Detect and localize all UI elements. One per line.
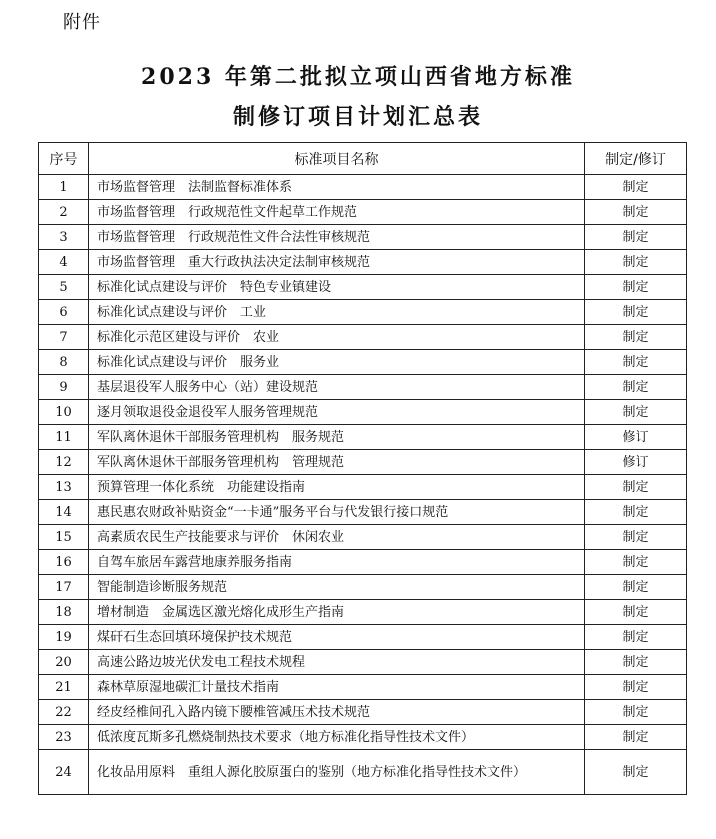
row-index: 14 (39, 500, 89, 525)
row-index: 15 (39, 525, 89, 550)
row-type: 制定 (585, 300, 687, 325)
table-row (39, 475, 687, 500)
row-type: 制定 (585, 575, 687, 600)
row-standard-name: 化妆品用原料 重组人源化胶原蛋白的鉴别（地方标准化指导性技术文件） (89, 750, 585, 795)
table-row (39, 200, 687, 225)
table-body (39, 175, 687, 795)
row-index: 13 (39, 475, 89, 500)
document-title-line-2: 制修订项目计划汇总表 (232, 104, 483, 130)
row-type: 制定 (585, 225, 687, 250)
header-index: 序号 (39, 143, 89, 175)
table-row (39, 600, 687, 625)
row-standard-name: 森林草原湿地碳汇计量技术指南 (89, 675, 585, 700)
table-row (39, 675, 687, 700)
row-type: 制定 (585, 700, 687, 725)
table-row (39, 625, 687, 650)
row-standard-name: 标准化试点建设与评价 特色专业镇建设 (89, 275, 585, 300)
row-standard-name: 标准化试点建设与评价 服务业 (89, 350, 585, 375)
row-index: 10 (39, 400, 89, 425)
row-type: 制定 (585, 350, 687, 375)
table-row (39, 225, 687, 250)
row-standard-name: 基层退役军人服务中心（站）建设规范 (89, 375, 585, 400)
row-type: 制定 (585, 250, 687, 275)
row-index: 20 (39, 650, 89, 675)
table-row (39, 250, 687, 275)
table-row (39, 275, 687, 300)
row-index: 22 (39, 700, 89, 725)
row-type: 修订 (585, 450, 687, 475)
table-row (39, 175, 687, 200)
row-index: 11 (39, 425, 89, 450)
row-standard-name: 军队离休退休干部服务管理机构 管理规范 (89, 450, 585, 475)
row-standard-name: 逐月领取退役金退役军人服务管理规范 (89, 400, 585, 425)
row-standard-name: 经皮经椎间孔入路内镜下腰椎管减压术技术规范 (89, 700, 585, 725)
row-index: 5 (39, 275, 89, 300)
row-index: 6 (39, 300, 89, 325)
standards-table (38, 142, 687, 795)
table-row (39, 425, 687, 450)
row-type: 制定 (585, 550, 687, 575)
row-index: 7 (39, 325, 89, 350)
table-row (39, 350, 687, 375)
row-standard-name: 自驾车旅居车露营地康养服务指南 (89, 550, 585, 575)
row-type: 修订 (585, 425, 687, 450)
row-standard-name: 增材制造 金属选区激光熔化成形生产指南 (89, 600, 585, 625)
table-row (39, 375, 687, 400)
row-index: 1 (39, 175, 89, 200)
row-standard-name: 市场监督管理 行政规范性文件起草工作规范 (89, 200, 585, 225)
row-type: 制定 (585, 650, 687, 675)
table-row (39, 575, 687, 600)
row-index: 3 (39, 225, 89, 250)
row-type: 制定 (585, 475, 687, 500)
row-standard-name: 标准化示范区建设与评价 农业 (89, 325, 585, 350)
header-name: 标准项目名称 (89, 143, 585, 175)
row-index: 21 (39, 675, 89, 700)
row-index: 24 (39, 750, 89, 795)
row-standard-name: 高速公路边坡光伏发电工程技术规程 (89, 650, 585, 675)
table-row (39, 725, 687, 750)
row-type: 制定 (585, 675, 687, 700)
row-standard-name: 市场监督管理 重大行政执法决定法制审核规范 (89, 250, 585, 275)
table-row (39, 400, 687, 425)
row-type: 制定 (585, 725, 687, 750)
row-type: 制定 (585, 175, 687, 200)
table-row (39, 525, 687, 550)
row-type: 制定 (585, 375, 687, 400)
row-index: 8 (39, 350, 89, 375)
row-type: 制定 (585, 275, 687, 300)
table-row (39, 650, 687, 675)
row-type: 制定 (585, 750, 687, 795)
row-standard-name: 标准化试点建设与评价 工业 (89, 300, 585, 325)
table-row (39, 325, 687, 350)
row-index: 4 (39, 250, 89, 275)
row-index: 17 (39, 575, 89, 600)
row-index: 12 (39, 450, 89, 475)
row-type: 制定 (585, 600, 687, 625)
row-index: 18 (39, 600, 89, 625)
row-type: 制定 (585, 325, 687, 350)
row-index: 2 (39, 200, 89, 225)
row-type: 制定 (585, 500, 687, 525)
row-standard-name: 市场监督管理 法制监督标准体系 (89, 175, 585, 200)
row-index: 19 (39, 625, 89, 650)
table-row (39, 300, 687, 325)
table-row (39, 550, 687, 575)
row-standard-name: 市场监督管理 行政规范性文件合法性审核规范 (89, 225, 585, 250)
row-index: 9 (39, 375, 89, 400)
table-row (39, 450, 687, 475)
table-row (39, 700, 687, 725)
row-index: 16 (39, 550, 89, 575)
row-standard-name: 煤矸石生态回填环境保护技术规范 (89, 625, 585, 650)
row-type: 制定 (585, 400, 687, 425)
row-standard-name: 惠民惠农财政补贴资金“一卡通”服务平台与代发银行接口规范 (89, 500, 585, 525)
table-row (39, 750, 687, 795)
row-index: 23 (39, 725, 89, 750)
row-standard-name: 智能制造诊断服务规范 (89, 575, 585, 600)
document-title-line-1: 2023 年第二批拟立项山西省地方标准 (141, 64, 575, 90)
row-standard-name: 军队离休退休干部服务管理机构 服务规范 (89, 425, 585, 450)
row-standard-name: 预算管理一体化系统 功能建设指南 (89, 475, 585, 500)
row-type: 制定 (585, 625, 687, 650)
row-standard-name: 高素质农民生产技能要求与评价 休闲农业 (89, 525, 585, 550)
row-type: 制定 (585, 200, 687, 225)
row-type: 制定 (585, 525, 687, 550)
table-row (39, 500, 687, 525)
header-type: 制定/修订 (585, 143, 687, 175)
attachment-label: 附件 (63, 12, 101, 33)
row-standard-name: 低浓度瓦斯多孔燃烧制热技术要求（地方标准化指导性技术文件） (89, 725, 585, 750)
table-header-row (39, 143, 687, 175)
